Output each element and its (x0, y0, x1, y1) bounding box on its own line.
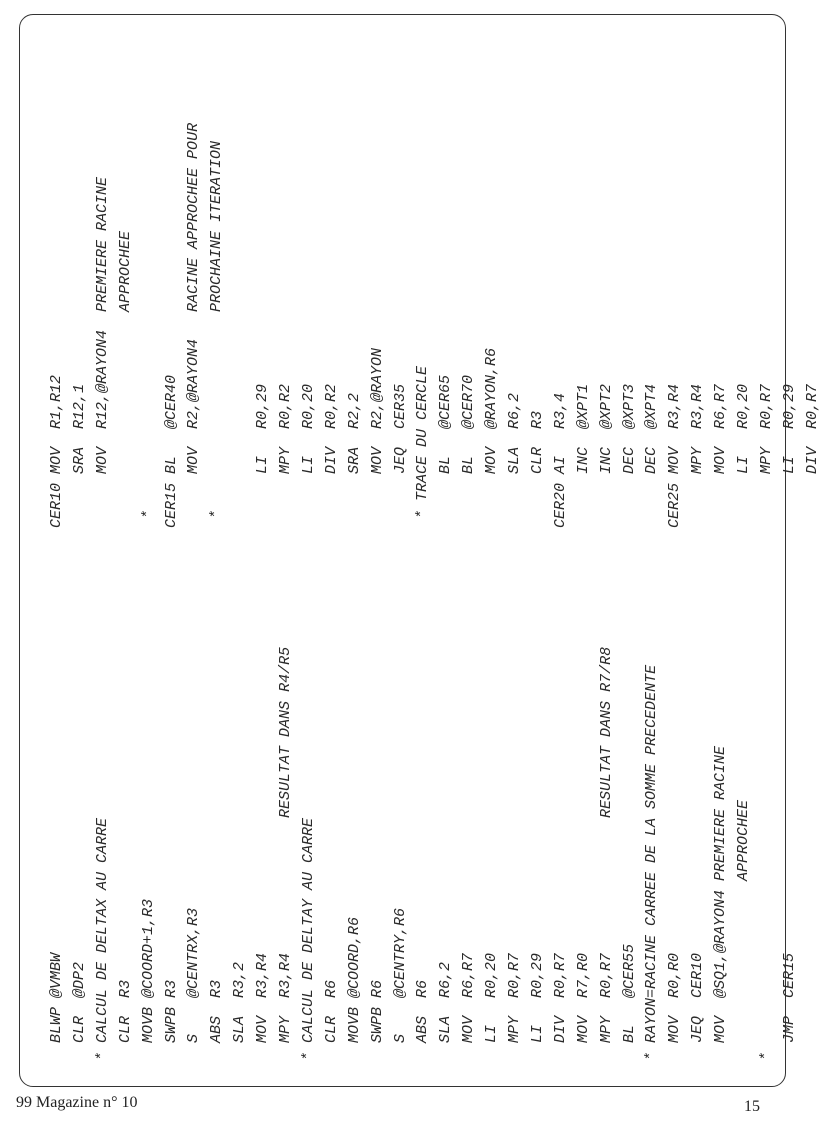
code-line: MPY R3,R4 RESULTAT DANS R4/R5 (277, 646, 294, 1088)
code-line: MOV @SQ1,@RAYON4 PREMIERE RACINE (712, 745, 730, 1088)
code-line: JMP CER15 (780, 952, 798, 1088)
code-line: MOV R6,R7 (712, 383, 730, 528)
code-line: JEQ CER10 (689, 952, 707, 1088)
listing-frame (19, 14, 821, 1088)
code-line: CLR @DP2 (70, 961, 88, 1088)
code-line: * TRACE DU CERCLE (414, 365, 432, 528)
rotated-listing (20, 15, 821, 1088)
code-line: MOV R0,R0 (666, 952, 684, 1088)
code-line: LI R0,20 (735, 383, 752, 528)
code-line: SRA R12,1 (70, 383, 88, 528)
code-line: LI R0,20 (483, 952, 501, 1088)
code-line: APPROCHEE (116, 230, 134, 528)
code-line: CLR R3 (528, 410, 546, 528)
code-line: LI R0,29 (528, 952, 546, 1088)
code-line: CER20 AI R3,4 (551, 392, 569, 528)
code-line: ABS R6 (414, 979, 432, 1088)
code-line: * CALCUL DE DELTAX AU CARRE (93, 817, 111, 1088)
code-line: MOV R6,R7 (460, 952, 478, 1088)
code-line: SWPB R3 (162, 979, 180, 1088)
code-line: DIV R0,R7 (803, 383, 821, 528)
code-line: * PROCHAINE ITERATION (208, 140, 226, 528)
code-line: CER10 MOV R1,R12 (48, 374, 65, 528)
code-line: * RAYON=RACINE CARREE DE LA SOMME PRECEDENTE (643, 664, 661, 1088)
code-line: SLA R6,2 (437, 961, 455, 1088)
code-line: DIV R0,R7 (551, 952, 569, 1088)
code-line: LI R0,29 (780, 383, 798, 528)
code-line: BLWP @VMBW (48, 952, 65, 1088)
code-line: MPY R3,R4 (689, 383, 707, 528)
code-line: CER25 MOV R3,R4 (666, 383, 684, 528)
code-line: MOV @RAYON,R6 (483, 347, 501, 528)
code-line: MOV R2,@RAYON (368, 347, 386, 528)
code-line: DEC @XPT3 (620, 383, 638, 528)
code-line: INC @XPT1 (574, 383, 592, 528)
code-line: S @CENTRX,R3 (185, 907, 203, 1088)
code-line: LI R0,20 (299, 383, 317, 528)
code-line: BL @CER55 (620, 943, 638, 1088)
code-line: MOVB @COORD+1,R3 (139, 898, 157, 1088)
code-line: MOV R3,R4 (254, 952, 272, 1088)
code-line: * CALCUL DE DELTAY AU CARRE (299, 817, 317, 1088)
code-line: * (757, 1051, 775, 1088)
code-line: CLR R3 (116, 979, 134, 1088)
code-line: LI R0,29 (254, 383, 272, 528)
code-line: SLA R3,2 (231, 961, 249, 1088)
code-line: BL @CER70 (460, 374, 478, 528)
page-number: 15 (744, 1098, 760, 1115)
code-line: CER15 BL @CER40 (162, 374, 180, 528)
magazine-name: 99 Magazine n° 10 (16, 1094, 138, 1111)
code-line: MOV R12,@RAYON4 PREMIERE RACINE (93, 176, 111, 528)
code-line: * (139, 509, 157, 528)
code-line: SWPB R6 (368, 979, 386, 1088)
code-line: MPY R0,R7 (506, 952, 523, 1088)
code-line: S @CENTRY,R6 (391, 907, 409, 1088)
code-line: SRA R2,2 (345, 392, 363, 528)
code-line: BL @CER65 (437, 374, 455, 528)
code-line: MPY R0,R7 RESULTAT DANS R7/R8 (597, 646, 615, 1088)
code-line: APPROCHEE (735, 799, 752, 1088)
code-line: MOVB @COORD,R6 (345, 916, 363, 1088)
code-line: DEC @XPT4 (643, 383, 661, 528)
code-line: SLA R6,2 (506, 392, 523, 528)
code-line: CLR R6 (322, 979, 340, 1088)
code-line: MPY R0,R7 (757, 383, 775, 528)
code-line: JEQ CER35 (391, 383, 409, 528)
code-line: MOV R7,R0 (574, 952, 592, 1088)
code-line: ABS R3 (208, 979, 226, 1088)
code-line: MOV R2,@RAYON4 RACINE APPROCHEE POUR (185, 122, 203, 528)
code-line: MPY R0,R2 (277, 383, 294, 528)
code-line: DIV R0,R2 (322, 383, 340, 528)
code-line: INC @XPT2 (597, 383, 615, 528)
